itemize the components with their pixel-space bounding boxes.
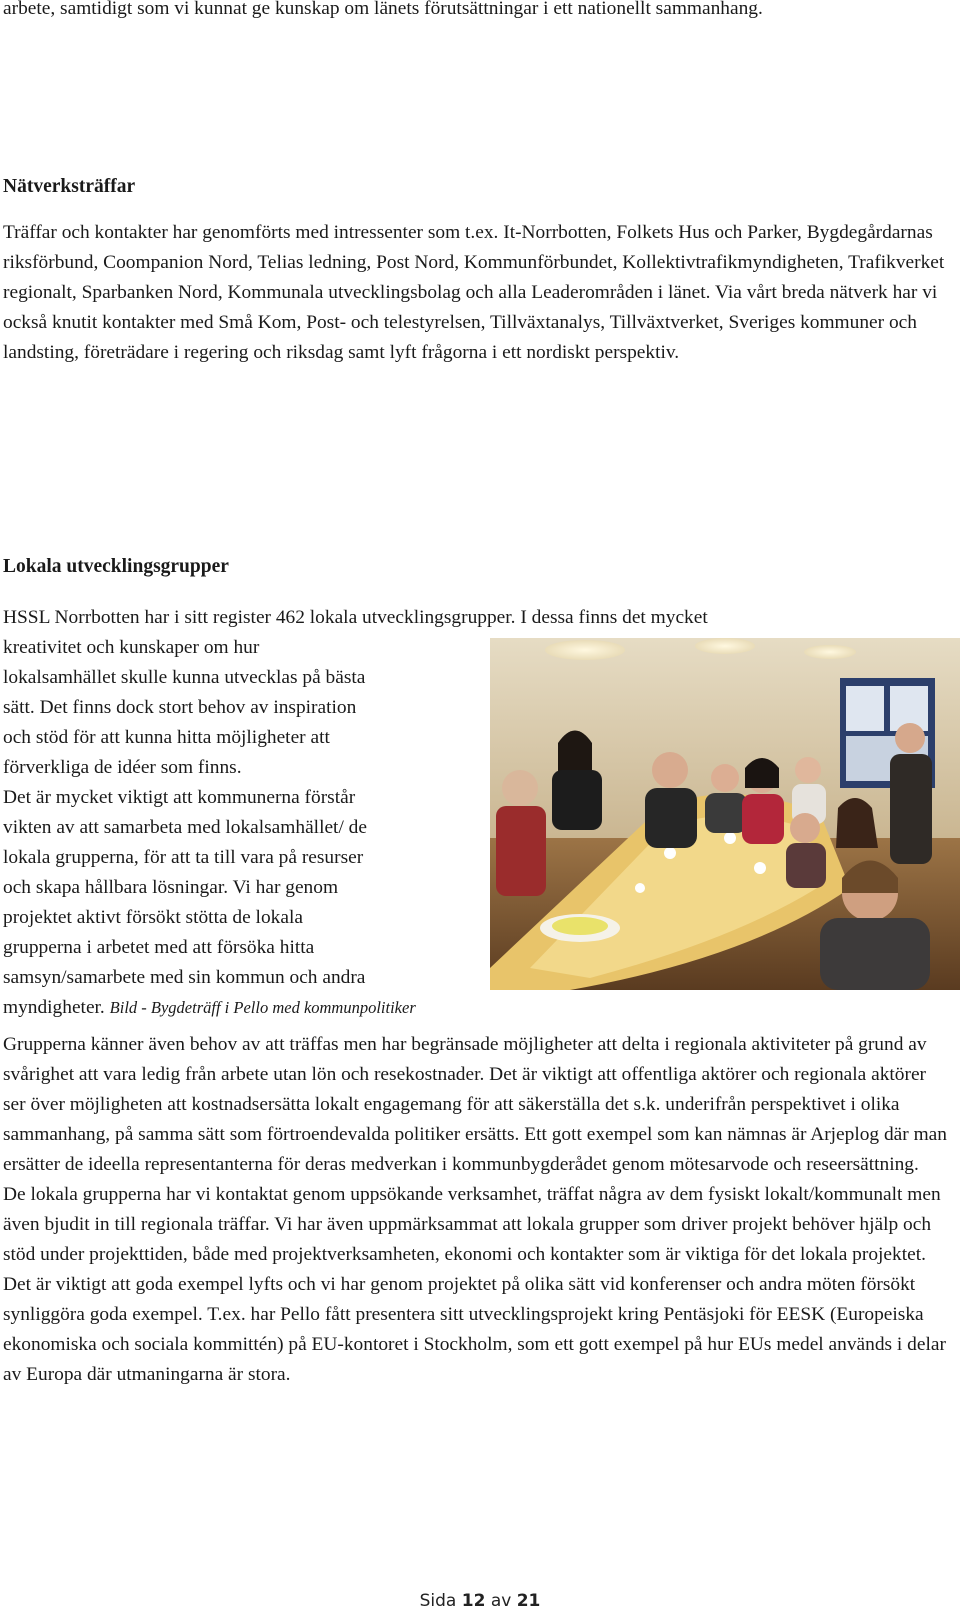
footer-middle: av xyxy=(490,1591,512,1611)
wrap-last-line: myndigheter. xyxy=(3,997,105,1018)
wrap-line: kreativitet och kunskaper om hur xyxy=(3,637,260,658)
photo-caption-line xyxy=(3,993,948,1023)
section-heading-local-groups: Lokala utvecklingsgrupper xyxy=(3,556,229,577)
local-paragraph: Det är viktigt att goda exempel lyfts och vi har genom projektet på olika sätt vid konferenser och andra möten försökt synliggöra goda exempel. T.ex. har Pello fått presentera sitt utvecklingsprojekt kring Pentäsjoki för EESK (Europeiska ekonomiska och sociala kommittén) på EU-kontoret i Stockholm, som ett gott exempel på hur EUs medel används i delar av Europa där utmaningarna är stora. xyxy=(3,1274,946,1385)
meeting-photo xyxy=(490,638,960,990)
network-paragraph: Träffar och kontakter har genomförts med intressenter som t.ex. It-Norrbotten, Folkets Hus och Parker, Bygdegårdarnas riksförbund, Coompanion Nord, Telias ledning, Post Nord, Kommunförbundet, Kollektivtrafikmyndigheten, Trafikverket regionalt, Sparbanken Nord, Kommunala utvecklingsbolag och alla Leaderområden i länet. Via vårt breda nätverk har vi också knutit kontakter med Små Kom, Post- och telestyrelsen, Tillväxtanalys, Tillväxtverket, Sveriges kommuner och landsting, företrädare i regering och riksdag samt lyft frågorna i ett nordiskt perspektiv. xyxy=(3,222,945,363)
wrap-line: sätt. Det finns dock stort behov av inspiration xyxy=(3,697,357,718)
wrap-line: lokala grupperna, för att ta till vara på resurser xyxy=(3,847,364,868)
local-lead-line: HSSL Norrbotten har i sitt register 462 lokala utvecklingsgrupper. I dessa finns det mycket xyxy=(3,607,708,628)
local-paragraph: De lokala grupperna har vi kontaktat genom uppsökande verksamhet, träffat några av dem fysiskt lokalt/kommunalt men även bjudit in till regionala träffar. Vi har även uppmärksammat att lokala grupper som driver projekt behöver hjälp och stöd under projekttiden, både med projektverksamheten, ekonomi och kontakter som är viktiga för det lokala projektet. xyxy=(3,1184,941,1265)
intro-paragraph: arbete, samtidigt som vi kunnat ge kunskap om länets förutsättningar i ett nationellt sammanhang. xyxy=(3,0,763,19)
wrap-line: lokalsamhället skulle kunna utvecklas på bästa xyxy=(3,667,366,688)
wrap-line: förverkliga de idéer som finns. xyxy=(3,757,242,778)
wrap-line: grupperna i arbetet med att försöka hitta xyxy=(3,937,315,958)
local-paragraphs xyxy=(3,1030,948,1390)
photo-caption: Bild - Bygdeträff i Pello med kommunpolitiker xyxy=(109,998,416,1017)
wrap-line: vikten av att samarbeta med lokalsamhället/ de xyxy=(3,817,367,838)
wrap-line: och stöd för att kunna hitta möjligheter att xyxy=(3,727,330,748)
wrap-line: Det är mycket viktigt att kommunerna förstår xyxy=(3,787,356,808)
footer-total-pages: 21 xyxy=(516,1591,541,1611)
page-footer xyxy=(0,1591,960,1611)
meeting-photo-illustration xyxy=(490,638,960,990)
footer-prefix: Sida xyxy=(419,1591,457,1611)
footer-page-number: 12 xyxy=(461,1591,486,1611)
wrap-line: samsyn/samarbete med sin kommun och andra xyxy=(3,967,366,988)
local-paragraph: Grupperna känner även behov av att träffas men har begränsade möjligheter att delta i regionala aktiviteter på grund av svårighet att vara ledig från arbete utan lön och resekostnader. Det är viktigt att offentliga aktörer och regionala aktörer ser över möjligheten att kostnadsersätta lokalt engagemang för att säkerställa det s.k. underifrån perspektivet i olika sammanhang, på samma sätt som förtroendevalda politiker ersätts. Ett gott exempel som kan nämnas är Arjeplog där man ersätter de ideella representanterna för deras medverkan i kommunbygderådet genom mötesarvode och reseersättning. xyxy=(3,1034,947,1175)
section-heading-network: Nätverksträffar xyxy=(3,176,136,197)
wrap-line: och skapa hållbara lösningar. Vi har genom xyxy=(3,877,339,898)
wrap-line: projektet aktivt försökt stötta de lokala xyxy=(3,907,303,928)
